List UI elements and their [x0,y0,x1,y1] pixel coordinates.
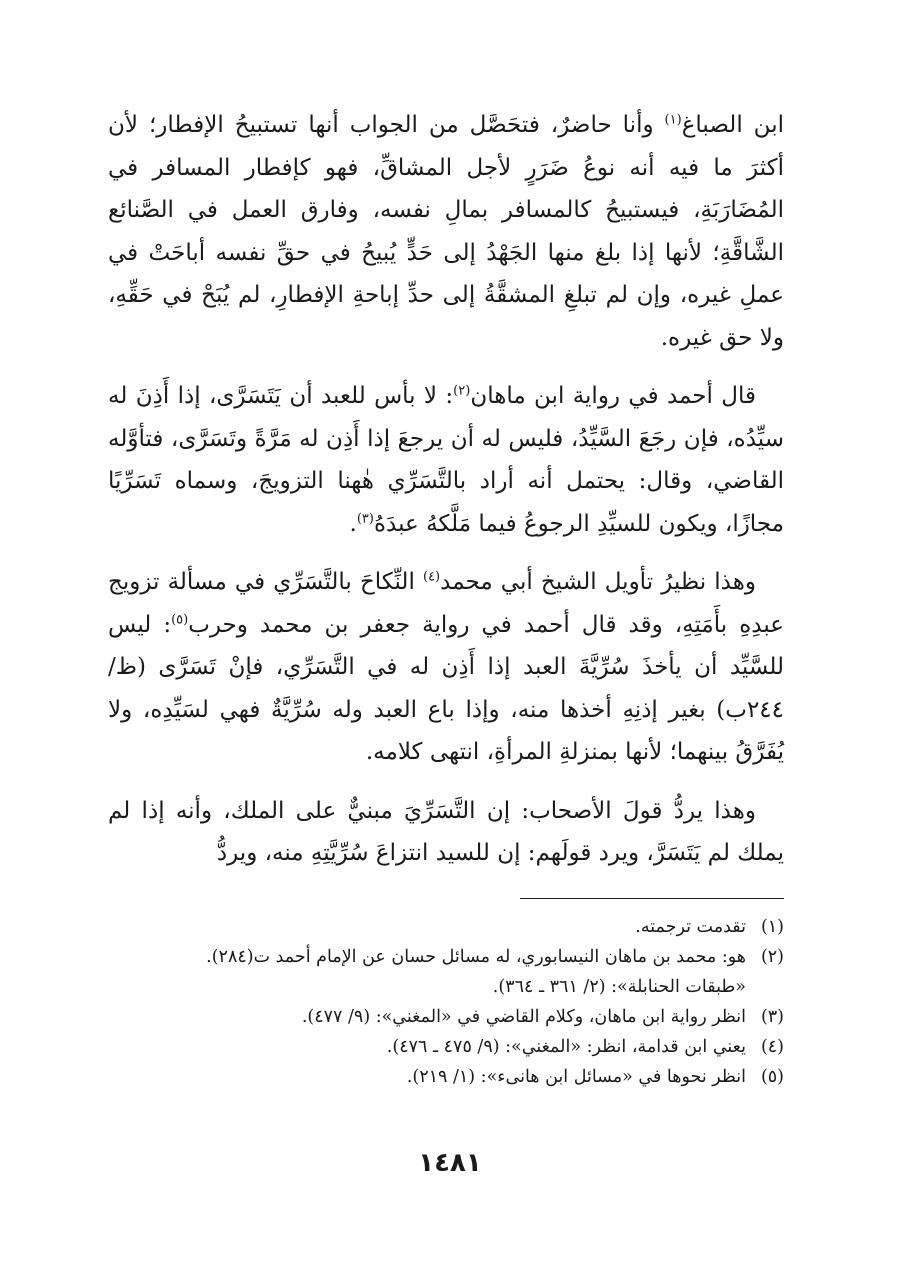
footnote-item [108,1002,784,1032]
footnote-number: (١) [760,917,784,937]
footnote-text: هو: محمد بن ماهان النيسابوري، له مسائل حسان عن الإمام أحمد ت(٢٨٤). [206,947,746,967]
paragraph-3: وهذا نظيرُ تأويل الشيخ أبي محمد$^{(٤)}$ النِّكاحَ بالتَّسَرِّي في مسألة تزويج عبدِهِ بأَمَتِهِ، وقد قال أحمد في رواية جعفر بن محمد وحرب$^{(٥)}$: ليس للسَّيِّد أن يأخذَ سُرِّيَّةَ العبد إذا أَذِن له في التَّسَرِّي، فإنْ تَسَرَّى (ظ/٢٤٤ب) بغير إذنِهِ أخذها منه، وإذا باع العبد وله سُرِّيَّةٌ فهي لسَيِّدِه، ولا يُفَرَّقُ بينهما؛ لأنها بمنزلةِ المرأةِ، انتهى كلامه. [108,569,784,765]
footnote-text: تقدمت ترجمته. [635,917,746,937]
paragraph-1: ابن الصباغ$^{(١)}$ وأنا حاضرٌ، فتحَصَّل من الجواب أنها تستبيحُ الإفطار؛ لأن أكثرَ ما فيه أنه نوعُ ضَرَرٍ لأجل المشاقِّ، فهو كإفطار المسافر في المُضَارَبَةِ، فيستبيحُ كالمسافر بمالِ نفسه، وفارق العمل في الصَّنائع الشَّاقَّةِ؛ لأنها إذا بلغ منها الجَهْدُ إلى حَدٍّ يُبيحُ في حقِّ نفسه أباحَتْ في عملِ غيره، وإن لم تبلغِ المشقَّةُ إلى حدِّ إباحةِ الإفطارِ، لم يُبَحْ في حَقِّهِ، ولا حق غيره. [108,112,784,351]
paragraph-2: قال أحمد في رواية ابن ماهان$^{(٢)}$: لا بأس للعبد أن يَتَسَرَّى، إذا أَذِنَ له سيِّدُه، فإن رجَعَ السَّيِّدُ، فليس له أن يرجعَ إذا أَذِن له مَرَّةً وتَسَرَّى، فتأوَّله القاضي، وقال: يحتمل أنه أراد بالتَّسَرِّي هٰهنا التزويجَ، وسماه تَسَرِّيًا مجازًا، ويكون للسيِّدِ الرجوعُ فيما مَلَّكهُ عبدَهُ$^{(٣)}$. [108,383,784,537]
footnote-item [108,1062,784,1092]
footnote-number: (٣) [760,1007,784,1027]
footnote-number: (٤) [760,1037,784,1057]
footnote-number: (٥) [760,1067,784,1087]
footnote-ref-1: (١) [664,112,682,128]
footnotes [108,912,784,1092]
footnote-ref-4: (٤) [422,569,441,585]
page-number: ١٤٨١ [418,1148,482,1178]
footnote-item [108,912,784,942]
footnote-text: انظر نحوها في «مسائل ابن هانىء»: (١/ ٢١٩). [406,1067,746,1087]
paragraph-4: وهذا يردُّ قولَ الأصحاب: إن التَّسَرِّيَ مبنيٌّ على الملك، وأنه إذا لم يملك لم يَتَسَرَّ، ويرد قولَهم: إن للسيد انتزاعَ سُرِّيَّتِهِ منه، ويردُّ [108,797,784,866]
main-text [108,104,784,891]
footnote-ref-5: (٥) [171,611,189,627]
footnote-ref-3: (٣) [356,510,374,526]
footnote-separator [520,898,784,899]
footnote-text: يعني ابن قدامة، انظر: «المغني»: (٩/ ٤٧٥ ـ ٤٧٦). [386,1037,746,1057]
footnote-text: انظر رواية ابن ماهان، وكلام القاضي في «المغني»: (٩/ ٤٧٧). [301,1007,746,1027]
footnote-continuation: «طبقات الحنابلة»: (٢/ ٣٦١ ـ ٣٦٤). [492,977,746,997]
footnote-number: (٢) [760,947,784,967]
footnote-item [108,942,784,972]
footnote-item [108,1032,784,1062]
footnote-ref-2: (٢) [453,383,471,399]
